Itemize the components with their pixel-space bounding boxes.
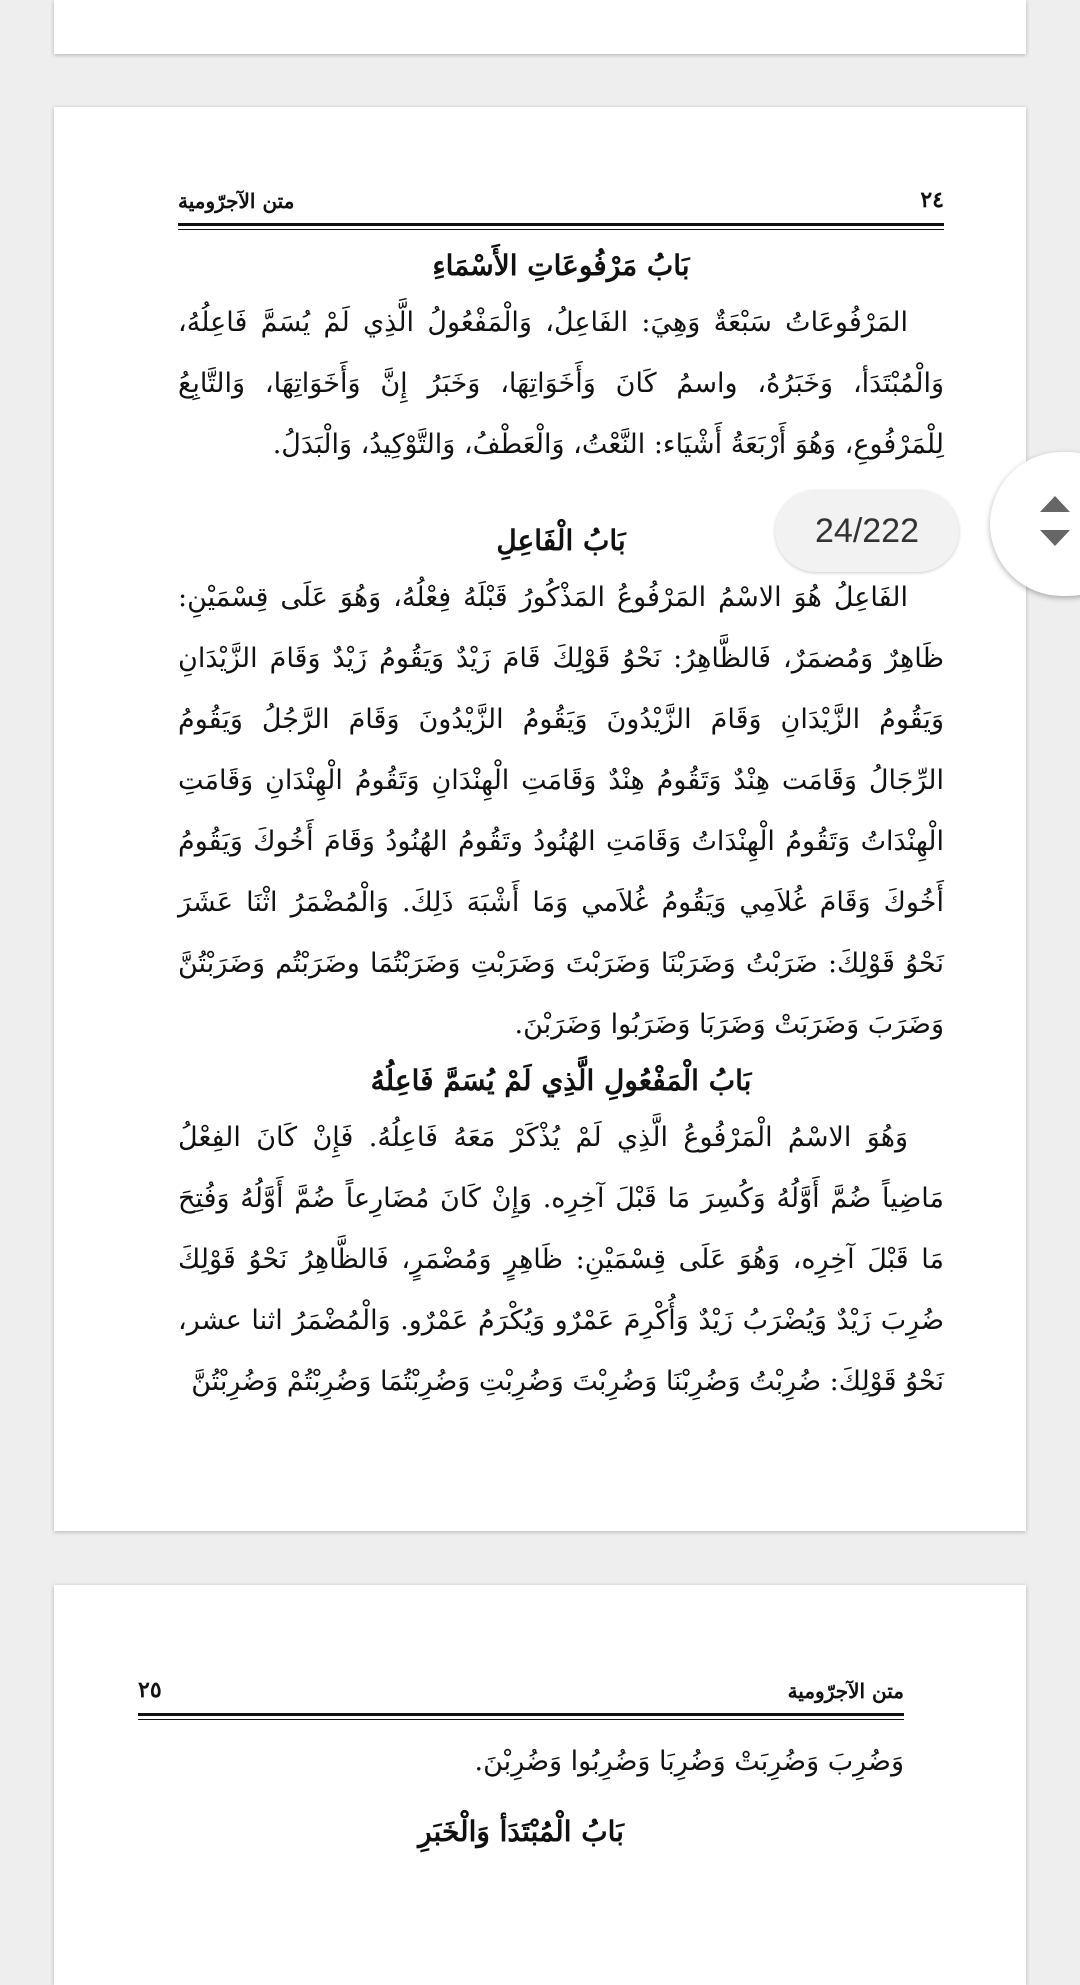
page-25-content [138,1731,904,1858]
arrow-up-icon [1040,496,1070,512]
paragraph: الفَاعِلُ هُوَ الاسْمُ المَرْفُوعُ المَذْكُورُ قَبْلَهُ فِعْلُهُ، وَهُوَ عَلَى قِسْمَيْنِ: ظَاهِرٌ وَمُضمَرٌ، فَالظَّاهِرُ: نَحْوُ قَوْلِكَ قَامَ زَيْدٌ وَيَقُومُ زَيْدٌ وَقَامَ الزَّيْدَانِ وَيَقُومُ الزَّيْدَانِ وَقَامَ الزَّيْدُونَ وَيَقُومُ الزَّيْدُونَ وَقَامَ الرَّجُلُ وَيَقُومُ الرِّجَالُ وَقَامَت هِنْدٌ وَتَقُومُ هِنْدٌ وَقَامَتِ الْهِنْدَانِ وَتَقُومُ الْهِنْدَانِ وَقَامَتِ الْهِنْدَاتُ وَتَقُومُ الْهِنْدَاتُ وَقَامَتِ الهُنُودُ وتَقُومُ الهُنُودُ وَقَامَ أَخُوكَ وَيَقُومُ أَخُوكَ وَقَامَ غُلاَمِي وَيَقُومُ غُلاَمي وَمَا أَشْبَهَ ذَلِكَ. وَالْمُضْمَرُ اثْنَا عَشَرَ نَحْوُ قَوْلِكَ: ضَرَبْتُ وَضَرَبْنَا وَضَرَبْتَ وَضَرَبْتِ وَضَرَبْتُمَا وضَرَبْتُم وَضَرَبْتُنَّ وَضَرَبَ وَضَرَبَتْ وَضَرَبَا وَضَرَبُوا وَضَرَبْنَ. [178,582,944,1040]
running-title: متن الآجرّومية [178,189,295,213]
section-heading: بَابُ الْمُبْتَدَأ وَالْخَبَرِ [418,1815,624,1848]
page-indicator: 24/222 [775,490,959,572]
page-number: ٢٤ [920,187,944,213]
running-title: متن الآجرّومية [787,1679,904,1703]
section-heading: بَابُ الْمَفْعُولِ الَّذِي لَمْ يُسَمَّ فَاعِلُهُ [370,1064,752,1097]
page-header [138,1677,904,1716]
paragraph: المَرْفُوعَاتُ سَبْعَةٌ وَهِيَ: الفَاعِلُ، وَالْمَفْعُولُ الَّذِي لَمْ يُسَمَّ فَاعِلُهُ، وَالْمُبْتَدَأ، وَخَبَرُهُ، واسمُ كَانَ وَأَخَوَاتِهَا، وَخَبَرُ إِنَّ وَأَخَوَاتِهَا، وَالتَّابِعُ لِلْمَرْفُوعِ، وَهُوَ أَرْبَعَةُ أَشْيَاء: النَّعْتُ، وَالْعَطْفُ، وَالتَّوْكِيدُ، وَالْبَدَلُ. [178,307,944,460]
paragraph: وَهُوَ الاسْمُ الْمَرْفُوعُ الَّذِي لَمْ يُذْكَرْ مَعَهُ فَاعِلُهُ. فَإِنْ كَانَ الفِعْلُ مَاضِياً ضُمَّ أَوَّلُهُ وَكُسِرَ مَا قَبْلَ آخِرِه. وَإِنْ كَانَ مُضَارِعاً ضُمَّ أَوَّلُهُ وَفُتِحَ مَا قَبْلَ آخِرِه، وَهُوَ عَلَى قِسْمَيْنِ: ظَاهِرٍ وَمُضْمَرٍ، فَالظَّاهِرُ نَحْوُ قَوْلِكَ ضُرِبَ زَيْدٌ وَيُضْرَبُ زَيْدٌ وَأُكْرِمَ عَمْرٌو وَيُكْرَمُ عَمْرٌو. وَالْمُضْمَرُ اثنا عشر، نَحْوُ قَوْلِكَ: ضُرِبْتُ وَضُرِبْنَا وَضُرِبْتَ وَضُرِبْتِ وَضُرِبْتُمَا وَضُرِبْتُمْ وَضُرِبْتُنَّ [178,1122,944,1397]
page-24-content [178,240,944,1412]
page-number: ٢٥ [138,1677,162,1703]
page-header [178,187,944,226]
page-25 [54,1585,1026,1985]
previous-page [54,0,1026,54]
section-heading: بَابُ مَرْفُوعَاتِ الأَسْمَاءِ [432,249,690,282]
paragraph: وَضُرِبَ وَضُرِبَتْ وَضُرِبَا وَضُرِبُوا وَضُرِبْنَ. [474,1746,904,1777]
arrow-down-icon [1040,530,1070,546]
section-heading: بَابُ الْفَاعِلِ [496,524,626,557]
page-24 [54,107,1026,1531]
